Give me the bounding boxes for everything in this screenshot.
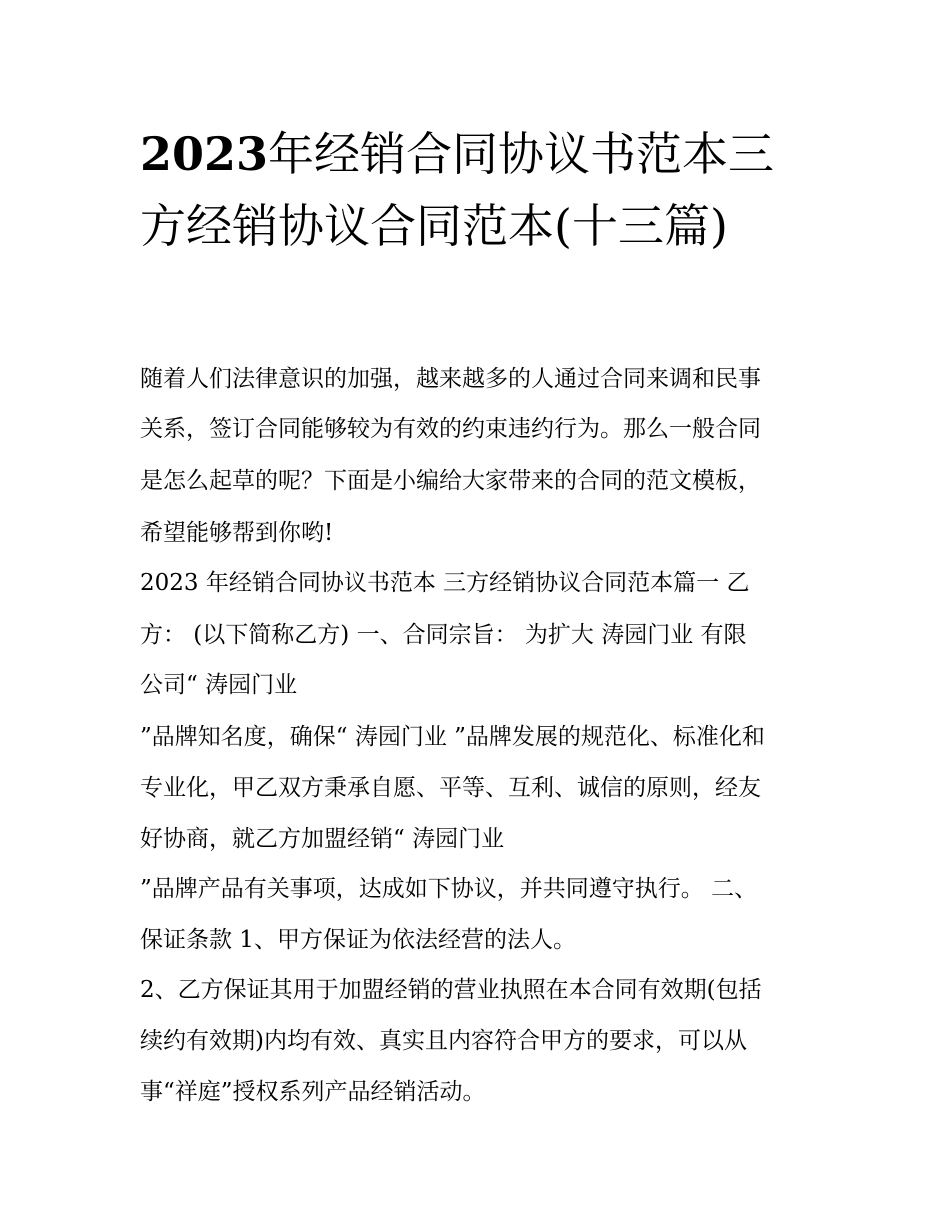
title-year: 2023 xyxy=(140,127,269,181)
paragraph-line: 希望能够帮到你哟! xyxy=(140,520,334,546)
paragraph-line: 2、乙方保证其用于加盟经销的营业执照在本合同有效期(包括 xyxy=(140,977,762,1003)
title-text: 年经销合同协议书范本三方经销协议合同范本(十三篇) xyxy=(140,127,775,253)
paragraph-line: 事“祥庭”授权系列产品经销活动。 xyxy=(140,1079,486,1105)
document-title xyxy=(140,118,820,262)
paragraph-line: 公司“ 涛园门业 xyxy=(140,672,298,698)
paragraph-line: 2023 年经销合同协议书范本 三方经销协议合同范本篇一 乙 xyxy=(140,570,750,596)
paragraph-line: 保证条款 1、甲方保证为依法经营的法人。 xyxy=(140,927,576,953)
paragraph-line: 续约有效期)内均有效、真实且内容符合甲方的要求，可以从 xyxy=(140,1028,747,1054)
paragraph-line: ”品牌知名度，确保“ 涛园门业 ”品牌发展的规范化、标准化和 xyxy=(140,724,765,750)
paragraph-line: 方： (以下简称乙方) 一、合同宗旨： 为扩大 涛园门业 有限 xyxy=(140,622,747,648)
paragraph-line: 专业化，甲乙双方秉承自愿、平等、互利、诚信的原则，经友 xyxy=(140,775,761,801)
paragraph-line: 随着人们法律意识的加强，越来越多的人通过合同来调和民事 xyxy=(140,366,761,392)
paragraph-line: 好协商，就乙方加盟经销“ 涛园门业 xyxy=(140,826,505,852)
paragraph-line: 是怎么起草的呢？下面是小编给大家带来的合同的范文模板， xyxy=(140,468,761,494)
paragraph-line: ”品牌产品有关事项，达成如下协议，并共同遵守执行。 二、 xyxy=(140,876,758,902)
paragraph-line: 关系，签订合同能够较为有效的约束违约行为。那么一般合同 xyxy=(140,416,761,442)
